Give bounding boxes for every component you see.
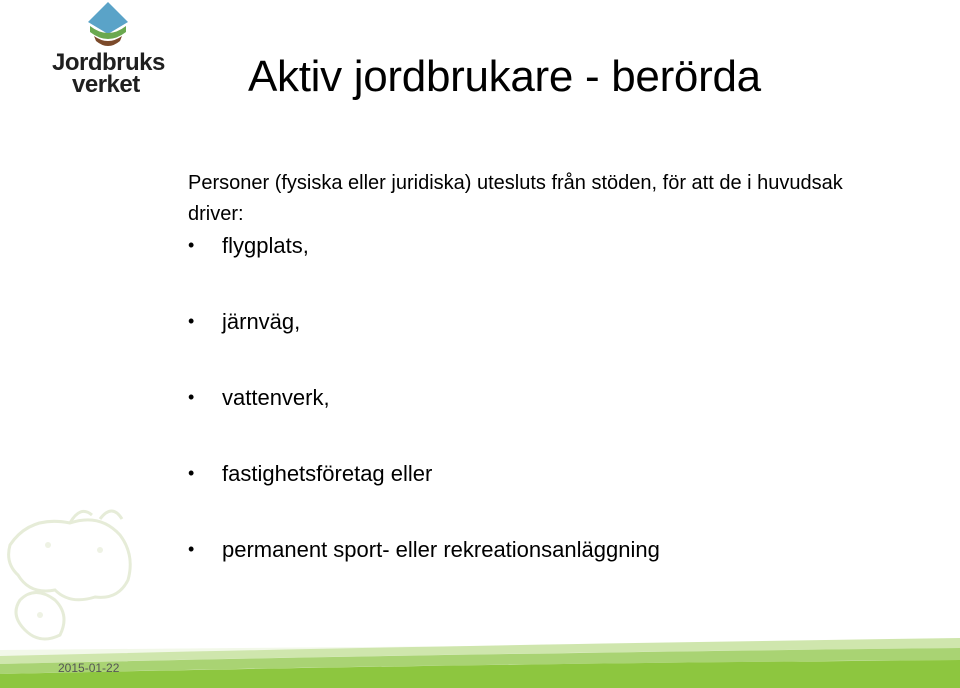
logo-line2: verket [72, 71, 140, 98]
bullet-dot-icon: • [188, 235, 195, 255]
bullet-text: flygplats, [222, 233, 309, 258]
bullet-dot-icon: • [188, 387, 195, 407]
bullet-text: permanent sport- eller rekreationsanläggning [222, 537, 660, 562]
slide-title: Aktiv jordbrukare - berörda [248, 52, 761, 101]
bullet-dot-icon: • [188, 463, 195, 483]
footer-date: 2015-01-22 [58, 661, 120, 675]
logo-wordmark [52, 49, 165, 98]
footer-band [0, 620, 960, 688]
bullet-text: fastighetsföretag eller [222, 461, 433, 486]
intro-paragraph: Personer (fysiska eller juridiska) utesluts från stöden, för att de i huvudsak driver: [188, 172, 843, 225]
bullet-text: järnväg, [222, 309, 301, 334]
logo-line1: Jordbruks [52, 49, 165, 76]
logo-emblem-icon [46, 0, 171, 52]
bullet-dot-icon: • [188, 539, 195, 559]
bullet-dot-icon: • [188, 311, 195, 331]
bullet-text: vattenverk, [222, 385, 330, 410]
